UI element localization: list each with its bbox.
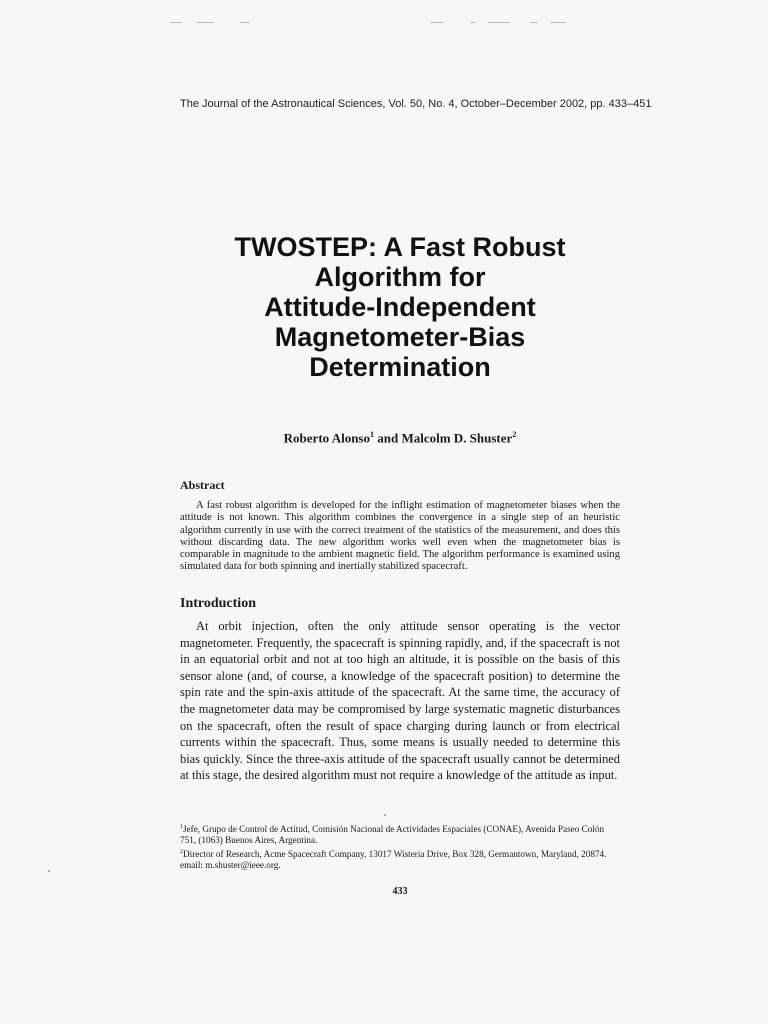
title-line: Algorithm for — [314, 262, 486, 292]
introduction-heading: Introduction — [180, 596, 256, 611]
scan-speck — [48, 870, 50, 872]
footnote-marker: 2 — [512, 430, 517, 439]
footnote-1 — [180, 822, 620, 847]
footnote-2 — [180, 847, 620, 872]
footnote-text: Jefe, Grupo de Control de Actitud, Comisión Nacional de Actividades Espaciales (CONAE), Avenida Paseo Colón 751, (1063) Buenos Aires, Argentina. — [180, 824, 605, 846]
page-number: 433 — [392, 886, 408, 897]
author-connector: and — [373, 430, 402, 446]
scan-speck — [384, 814, 386, 816]
title-line: Magnetometer-Bias — [274, 322, 526, 352]
journal-citation: The Journal of the Astronautical Sciences, Vol. 50, No. 4, October–December 2002, pp. 433–451 — [180, 98, 652, 110]
author-line — [180, 430, 620, 446]
introduction-paragraph: At orbit injection, often the only attitude sensor operating is the vector magnetometer. Frequently, the spacecraft is spinning rapidly, and, if the spacecraft is not in an equatorial orbit and not at too high an altitude, it is possible on the basis of this sensor alone (and, of course, a knowledge of the spacecraft position) to determine the spin rate and the spin-axis attitude of the spacecraft. At the same time, the accuracy of the magnetometer data may be compromised by large systematic magnetic disturbances on the spacecraft, often the result of space charging during launch or from electrical currents within the spacecraft. Thus, some means is usually needed to determine this bias quickly. Since the three-axis attitude of the spacecraft usually cannot be determined at this stage, the desired algorithm must not require a knowledge of the attitude as input. — [180, 619, 620, 783]
footnote-marker: 1 — [180, 824, 183, 830]
author-name: Malcolm D. Shuster — [401, 430, 513, 446]
author-name: Roberto Alonso — [283, 430, 370, 446]
abstract-paragraph: A fast robust algorithm is developed for the inflight estimation of magnetometer biases when the attitude is not known. This algorithm combines the convergence in a single step of an heuristic algorithm currently in use with the correct treatment of the statistics of the measurement, and does this without discarding data. The new algorithm works well even when the magnetometer bias is comparable in magnitude to the ambient magnetic field. The algorithm performance is examined using simulated data for both spinning and inertially stabilized spacecraft. — [180, 500, 620, 573]
title-line: Determination — [309, 352, 491, 382]
footnote-marker: 1 — [369, 430, 374, 439]
abstract-text — [180, 500, 620, 574]
title-line: Attitude-Independent — [264, 292, 536, 322]
introduction-text — [180, 618, 620, 784]
footnotes — [180, 822, 620, 871]
footnote-text: Director of Research, Acme Spacecraft Company, 13017 Wisteria Drive, Box 328, Germantown, Maryland, 20874. email: m.shuster@ieee.org. — [180, 848, 607, 871]
footnote-marker: 2 — [180, 848, 183, 855]
paper-title — [180, 232, 620, 382]
abstract-heading: Abstract — [180, 478, 225, 492]
scan-artifacts — [170, 22, 590, 26]
title-line: TWOSTEP: A Fast Robust — [234, 232, 566, 262]
